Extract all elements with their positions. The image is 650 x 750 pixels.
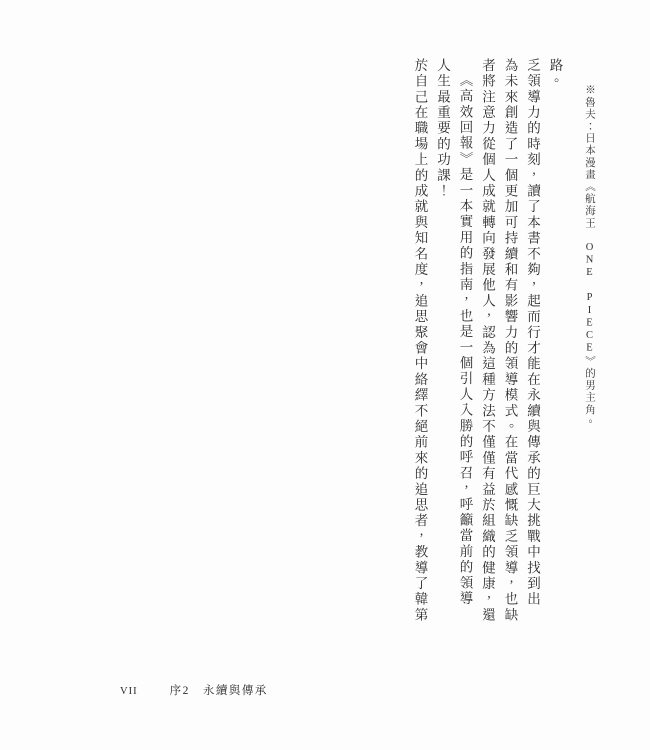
page-number: VII	[120, 686, 138, 697]
vertical-body-text	[404, 58, 594, 658]
text-column: 者將注意力從個人成就轉向發展他人，認為這種方法不僅僅有益於組織的健康，還	[480, 58, 495, 624]
text-column: 路。	[547, 58, 563, 90]
text-column: 人生最重要的功課！	[435, 58, 450, 200]
footnote-marker: ※	[584, 84, 595, 97]
text-column: 乏領導力的時刻，讀了本書不夠，起而行才能在永續與傳承的巨大挑戰中找到出	[525, 58, 540, 608]
page-footer	[120, 682, 268, 698]
text-column: 為未來創造了一個更加可持續和有影響力的領導模式。在當代感慨缺乏領導，也缺	[502, 58, 518, 624]
running-head-title: 序2 永續與傳承	[169, 685, 268, 697]
footnote-text: 魯夫：日本漫畫《航海王 ONE PIECE》的男主角。	[584, 96, 595, 428]
text-column: 《高效回報》是一本實用的指南，也是一個引人入勝的呼召，呼籲當前的領導	[457, 73, 473, 607]
footnote-column	[584, 58, 595, 684]
text-column: 於自己在職場上的成就與知名度，追思聚會中絡繹不絕前來的追思者，教導了韓第	[412, 58, 428, 624]
